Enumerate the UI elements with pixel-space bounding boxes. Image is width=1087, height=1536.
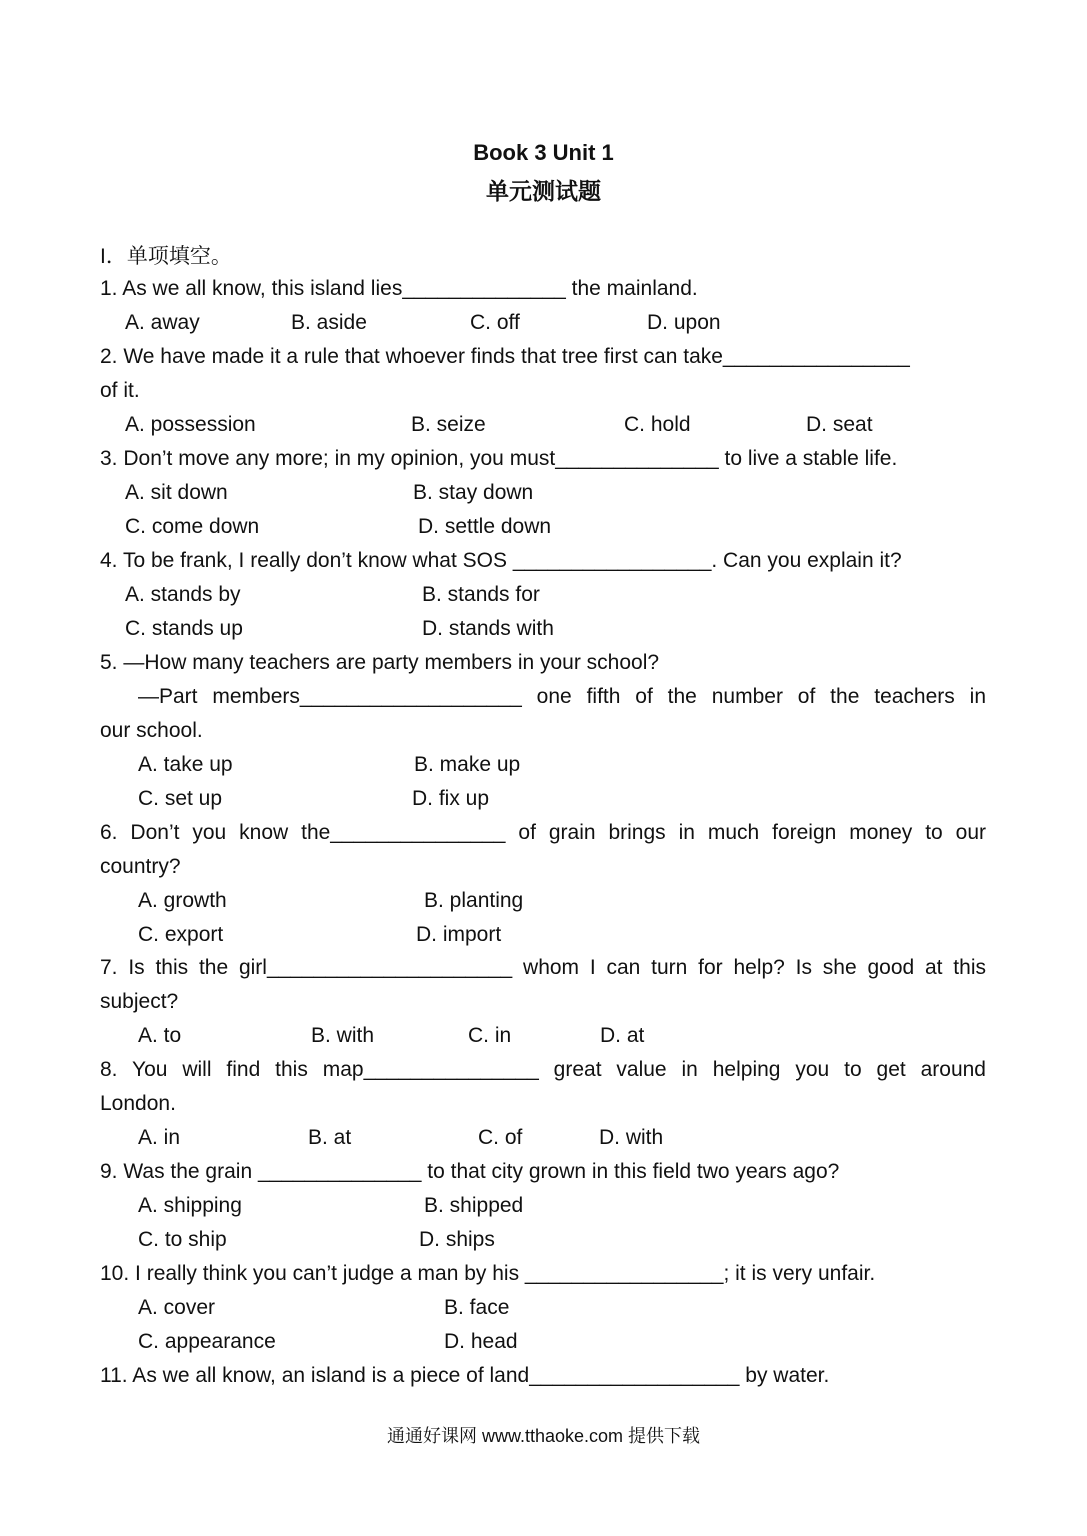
question-2-option-d: D. seat xyxy=(806,413,873,436)
question-6-stem-cont: country? xyxy=(100,855,181,878)
question-2-option-b: B. seize xyxy=(411,413,486,436)
question-8-option-c: C. of xyxy=(478,1126,523,1149)
question-9-option-b: B. shipped xyxy=(424,1194,524,1217)
question-2-option-a: A. possession xyxy=(125,413,256,436)
question-5-option-c: C. set up xyxy=(138,787,223,810)
question-6-option-c: C. export xyxy=(138,923,224,946)
question-10-option-d: D. head xyxy=(444,1330,518,1353)
question-5-stem-cont: our school. xyxy=(100,719,203,742)
question-5-option-b: B. make up xyxy=(414,753,521,776)
question-7-option-d: D. at xyxy=(600,1024,645,1047)
question-2-stem-cont: of it. xyxy=(100,379,140,402)
question-1-option-b: B. aside xyxy=(291,311,367,334)
question-4-stem: 4. To be frank, I really don’t know what SOS _________________. Can you explain it? xyxy=(100,549,902,572)
question-9-stem: 9. Was the grain ______________ to that city grown in this field two years ago? xyxy=(100,1160,840,1183)
question-9-option-c: C. to ship xyxy=(138,1228,227,1251)
question-5-stem-answer: —Part members___________________ one fifth of the number of the teachers in xyxy=(138,685,986,708)
question-4-option-a: A. stands by xyxy=(125,583,241,606)
question-1-option-a: A. away xyxy=(125,311,200,334)
question-2-option-c: C. hold xyxy=(624,413,691,436)
question-9-option-d: D. ships xyxy=(419,1228,495,1251)
question-3-option-d: D. settle down xyxy=(418,515,552,538)
question-5-stem: 5. —How many teachers are party members in your school? xyxy=(100,651,660,674)
question-4-option-b: B. stands for xyxy=(422,583,540,606)
question-1-option-c: C. off xyxy=(470,311,520,334)
question-8-option-b: B. at xyxy=(308,1126,352,1149)
question-10-stem: 10. I really think you can’t judge a man by his _________________; it is very unfair. xyxy=(100,1262,876,1285)
question-8-stem: 8. You will find this map_______________ great value in helping you to get around xyxy=(100,1058,986,1081)
question-1-option-d: D. upon xyxy=(647,311,721,334)
question-5-option-a: A. take up xyxy=(138,753,233,776)
question-7-option-c: C. in xyxy=(468,1024,512,1047)
question-7-option-a: A. to xyxy=(138,1024,182,1047)
question-8-option-a: A. in xyxy=(138,1126,181,1149)
question-3-stem: 3. Don’t move any more; in my opinion, you must______________ to live a stable life. xyxy=(100,447,898,470)
question-1-stem: 1. As we all know, this island lies______________ the mainland. xyxy=(100,277,698,300)
document-title: Book 3 Unit 1 xyxy=(473,140,614,165)
question-8-stem-cont: London. xyxy=(100,1092,176,1115)
question-10-option-c: C. appearance xyxy=(138,1330,276,1353)
question-7-stem-cont: subject? xyxy=(100,990,179,1013)
question-6-option-d: D. import xyxy=(416,923,502,946)
question-7-option-b: B. with xyxy=(311,1024,375,1047)
question-3-option-c: C. come down xyxy=(125,515,260,538)
question-2-stem: 2. We have made it a rule that whoever finds that tree first can take________________ xyxy=(100,345,910,368)
question-7-stem: 7. Is this the girl_____________________ whom I can turn for help? Is she good at this xyxy=(100,956,986,979)
question-4-option-c: C. stands up xyxy=(125,617,243,640)
question-4-option-d: D. stands with xyxy=(422,617,554,640)
section-heading: I．单项填空。 xyxy=(100,245,232,268)
page-footer: 通通好课网 www.tthaoke.com 提供下载 xyxy=(386,1426,701,1446)
question-3-option-a: A. sit down xyxy=(125,481,228,504)
question-6-option-b: B. planting xyxy=(424,889,524,912)
question-9-option-a: A. shipping xyxy=(138,1194,242,1217)
question-11-stem: 11. As we all know, an island is a piece of land__________________ by water. xyxy=(100,1364,830,1387)
question-6-stem: 6. Don’t you know the_______________ of grain brings in much foreign money to our xyxy=(100,821,986,844)
document-subtitle: 单元测试题 xyxy=(486,178,601,204)
question-10-option-b: B. face xyxy=(444,1296,510,1319)
question-3-option-b: B. stay down xyxy=(413,481,534,504)
question-8-option-d: D. with xyxy=(599,1126,664,1149)
question-6-option-a: A. growth xyxy=(138,889,227,912)
question-5-option-d: D. fix up xyxy=(412,787,490,810)
question-10-option-a: A. cover xyxy=(138,1296,216,1319)
